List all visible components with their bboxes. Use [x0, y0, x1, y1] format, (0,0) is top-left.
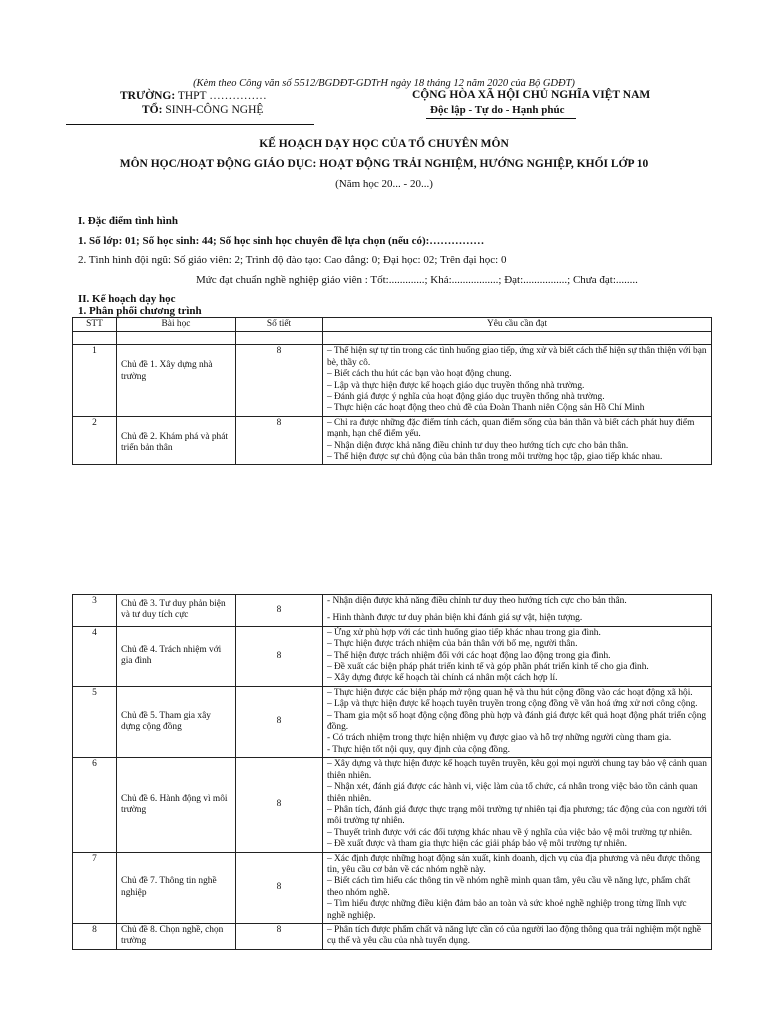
section2-sub: 1. Phân phối chương trình [78, 305, 202, 317]
school-value: THPT …………… [175, 90, 267, 102]
req-item: – Tìm hiểu được những điều kiện đảm bảo an toàn và sức khoẻ nghề nghiệp trong từng lĩnh vực nghề nghiệp. [327, 899, 687, 921]
req-item: – Lập và thực hiện được kế hoạch tuyên truyền trong cộng đồng về văn hoá ứng xử nơi công cộng. [327, 699, 698, 710]
req-item: – Thực hiện được các biện pháp mở rộng quan hệ và thu hút cộng đồng vào các hoạt động xã hội. [327, 687, 693, 698]
table-row [73, 626, 712, 686]
req-item: - Có trách nhiệm trong thực hiện nhiệm vụ được giao và hỗ trợ những người cùng tham gia. [327, 733, 672, 744]
header-lesson: Bài học [117, 318, 236, 332]
req-item: – Thể hiện được trách nhiệm đối với các hoạt động lao động trong gia đình. [327, 650, 611, 661]
school-line [120, 90, 267, 102]
program-table-part1 [72, 317, 712, 465]
republic-title: CỘNG HÒA XÃ HỘI CHỦ NGHĨA VIỆT NAM [412, 89, 651, 101]
req-item: – Đề xuất được và tham gia thực hiện các giải pháp bảo vệ môi trường tự nhiên. [327, 839, 627, 850]
row-lesson: Chủ đề 7. Thông tin nghề nghiệp [121, 876, 217, 898]
table-row [73, 345, 712, 416]
row-stt: 7 [73, 852, 117, 923]
table-row [73, 758, 712, 852]
row-periods: 8 [236, 416, 323, 465]
motto: Độc lập - Tự do - Hạnh phúc [430, 104, 565, 116]
school-year: (Năm học 20... - 20...) [335, 178, 433, 190]
row-lesson: Chủ đề 8. Chọn nghề, chọn trường [121, 924, 224, 947]
req-item: – Đề xuất các biện pháp phát triển kinh tế và góp phần phát triển kinh tế cho gia đình. [327, 662, 649, 673]
req-item: – Biết cách tìm hiểu các thông tin về nhóm nghề mình quan tâm, yêu cầu về năng lực, phẩm chất theo nhóm nghề. [327, 876, 691, 898]
req-item: – Xác định được những hoạt động sản xuất, kinh doanh, dịch vụ của địa phương và nêu được thông tin, yêu cầu cơ bản về các nhóm nghề này. [327, 853, 700, 875]
req-item: – Thực hiện các hoạt động theo chủ đề của Đoàn Thanh niên Cộng sản Hồ Chí Minh [327, 403, 645, 414]
row-lesson: Chủ đề 6. Hành động vì môi trường [121, 793, 228, 815]
req-item: – Thực hiện được trách nhiệm của bản thân với bố mẹ, người thân. [327, 639, 578, 650]
req-item: – Nhận xét, đánh giá được các hành vi, việc làm của tổ chức, cá nhân trong việc bảo tồn cảnh quan thiên nhiên. [327, 782, 698, 804]
subject-title: MÔN HỌC/HOẠT ĐỘNG GIÁO DỤC: HOẠT ĐỘNG TRẢI NGHIỆM, HƯỚNG NGHIỆP, KHỐI LỚP 10 [119, 158, 649, 170]
table-row [73, 595, 712, 627]
req-item: - Thực hiện tốt nội quy, quy định của cộng đồng. [327, 744, 510, 755]
header-stt: STT [73, 318, 117, 332]
row-stt: 5 [73, 686, 117, 757]
row-lesson: Chủ đề 2. Khám phá và phát triển bản thân [121, 431, 229, 454]
row-periods: 8 [236, 758, 323, 852]
row-stt: 2 [73, 416, 117, 465]
section1-line2: 2. Tình hình đội ngũ: Số giáo viên: 2; Trình độ đào tạo: Cao đẳng: 0; Đại học: 02; Trên đại học: 0 [78, 254, 507, 266]
row-requirements [323, 626, 712, 686]
table-row [73, 416, 712, 465]
req-item: – Biết cách thu hút các bạn vào hoạt động chung. [327, 369, 512, 380]
header-periods: Số tiết [236, 318, 323, 332]
row-lesson: Chủ đề 3. Tư duy phản biện và tư duy tích cực [121, 599, 226, 621]
row-requirements [323, 686, 712, 757]
req-item: – Phân tích, đánh giá được thực trạng môi trường tự nhiên tại địa phương; tác động của con người tới môi trường tự nhiên. [327, 804, 707, 827]
req-item: – Lập và thực hiện được kế hoạch giáo dục truyền thống nhà trường. [327, 380, 585, 391]
row-periods: 8 [236, 595, 323, 627]
row-periods: 8 [236, 345, 323, 416]
req-item: - Hình thành được tư duy phản biện khi đánh giá sự vật, hiện tượng. [327, 613, 583, 624]
motto-underline [426, 118, 576, 119]
req-item: - Nhận diện được khả năng điều chỉnh tư duy theo hướng tích cực cho bản thân. [327, 596, 627, 606]
row-lesson: Chủ đề 4. Trách nhiệm với gia đình [121, 644, 222, 667]
table-row [73, 852, 712, 923]
row-stt: 6 [73, 758, 117, 852]
table-row [73, 686, 712, 757]
row-periods: 8 [236, 626, 323, 686]
req-item: – Chỉ ra được những đặc điểm tính cách, quan điểm sống của bản thân và biết cách phát huy điểm mạnh, hạn chế điểm yếu. [327, 417, 695, 440]
table-header-row [73, 318, 712, 332]
req-item: – Thể hiện sự tự tin trong các tình huống giao tiếp, ứng xử và biết cách thể hiện sự thân thiện với bạn bè, thầy cô. [327, 346, 707, 368]
group-line [142, 104, 263, 116]
group-label: TỔ: [142, 104, 163, 116]
row-requirements [323, 345, 712, 416]
row-requirements [323, 852, 712, 923]
req-item: – Thể hiện được sự chủ động của bản thân trong môi trường học tập, giao tiếp khác nhau. [327, 452, 663, 463]
school-label: TRƯỜNG: [120, 90, 176, 102]
row-stt: 8 [73, 923, 117, 949]
req-item: – Tham gia một số hoạt động cộng đồng phù hợp và đánh giá được kết quả hoạt động phát triển cộng đồng. [327, 710, 707, 733]
row-lesson: Chủ đề 5. Tham gia xây dựng cộng đồng [121, 710, 211, 733]
plan-title: KẾ HOẠCH DẠY HỌC CỦA TỔ CHUYÊN MÔN [259, 138, 509, 150]
row-requirements [323, 595, 712, 627]
section2-heading: II. Kế hoạch dạy học [78, 293, 176, 305]
row-stt: 4 [73, 626, 117, 686]
req-item: – Thuyết trình được với các đối tượng khác nhau về ý nghĩa của việc bảo vệ môi trường tự nhiên. [327, 827, 693, 838]
req-item: – Xây dựng được kế hoạch tài chính cá nhân một cách hợp lí. [327, 673, 558, 684]
section1-heading: I. Đặc điểm tình hình [78, 215, 178, 227]
program-table-part2 [72, 594, 712, 950]
section1-line3: Mức đạt chuẩn nghề nghiệp giáo viên : Tốt:.............; Khá:.................; Đạt:................; Chưa đạt:........ [196, 274, 638, 286]
table-row [73, 923, 712, 949]
req-item: – Nhận diện được khả năng điều chỉnh tư duy theo hướng tích cực cho bản thân. [327, 440, 629, 451]
row-periods: 8 [236, 686, 323, 757]
req-item: – Ứng xử phù hợp với các tình huống giao tiếp khác nhau trong gia đình. [327, 627, 601, 638]
req-item: – Xây dựng và thực hiện được kế hoạch tuyên truyền, kêu gọi mọi người chung tay bảo vệ cảnh quan thiên nhiên. [327, 759, 707, 781]
row-requirements [323, 758, 712, 852]
row-stt: 3 [73, 595, 117, 627]
group-value: SINH-CÔNG NGHỆ [162, 104, 264, 116]
row-lesson: Chủ đề 1. Xây dựng nhà trường [121, 360, 213, 382]
row-requirements [323, 416, 712, 465]
row-requirements [323, 923, 712, 949]
left-underline [66, 124, 314, 125]
row-periods: 8 [236, 923, 323, 949]
req-item: – Đánh giá được ý nghĩa của hoạt động giáo dục truyền thống nhà trường. [327, 392, 605, 403]
header-requirements: Yêu cầu cần đạt [323, 318, 712, 332]
section1-line1: 1. Số lớp: 01; Số học sinh: 44; Số học sinh học chuyên đề lựa chọn (nếu có):…………… [78, 235, 485, 247]
row-periods: 8 [236, 852, 323, 923]
req-item: – Phân tích được phẩm chất và năng lực cần có của người lao động thông qua trải nghiệm một nghề cụ thể và yêu cầu của nhà tuyển dụng. [327, 924, 702, 947]
row-stt: 1 [73, 345, 117, 416]
dispatch-note: (Kèm theo Công văn số 5512/BGDĐT-GDTrH ngày 18 tháng 12 năm 2020 của Bộ GDĐT) [193, 78, 575, 89]
